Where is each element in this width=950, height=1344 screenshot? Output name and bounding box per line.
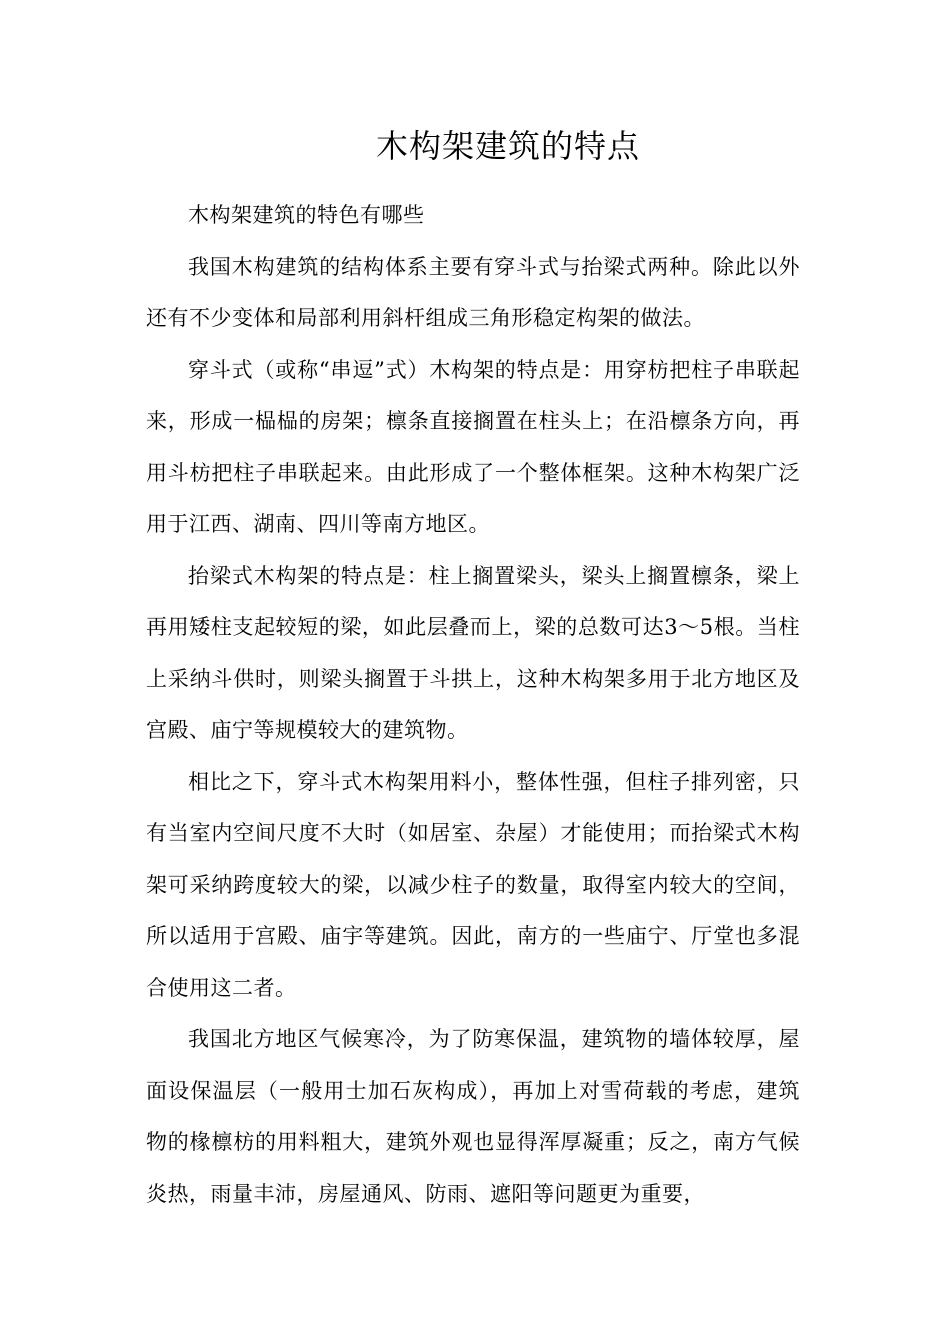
paragraph-subtitle: 木构架建筑的特色有哪些 [188,203,425,227]
document-title: 木构架建筑的特点 [375,127,640,165]
paragraph-chuandou-style: 穿斗式（或称“串逗”式）木构架的特点是：用穿枋把柱子串联起来，形成一榀榀的房架；檩条直接搁置在柱头上；在沿檩条方向，再用斗枋把柱子串联起来。由此形成了一个整体框架。这种木构架广泛用于江西、湖南、四川等南方地区。 [146,357,800,536]
paragraph-structure-systems: 我国木构建筑的结构体系主要有穿斗式与抬梁式两种。除此以外还有不少变体和局部利用斜杆组成三角形稳定构架的做法。 [146,254,800,330]
paragraph-comparison: 相比之下，穿斗式木构架用料小，整体性强，但柱子排列密，只有当室内空间尺度不大时（如居室、杂屋）才能使用；而抬梁式木构架可采纳跨度较大的梁，以减少柱子的数量，取得室内较大的空间，所以适用于宫殿、庙宇等建筑。因此，南方的一些庙宁、厅堂也多混合使用这二者。 [146,769,800,1000]
paragraph-tailiang-style: 抬梁式木构架的特点是：柱上搁置梁头，梁头上搁置檩条，梁上再用矮柱支起较短的梁，如此层叠而上，梁的总数可达3～5根。当柱上采纳斗供时，则梁头搁置于斗拱上，这种木构架多用于北方地区及宫殿、庙宁等规模较大的建筑物。 [146,563,800,742]
document-body [146,190,800,1220]
paragraph-climate: 我国北方地区气候寒冷，为了防寒保温，建筑物的墙体较厚，屋面设保温层（一般用士加石灰构成），再加上对雪荷载的考虑，建筑物的椽檩枋的用料粗大，建筑外观也显得浑厚凝重；反之，南方气候炎热，雨量丰沛，房屋通风、防雨、遮阳等问题更为重要， [146,1027,800,1206]
